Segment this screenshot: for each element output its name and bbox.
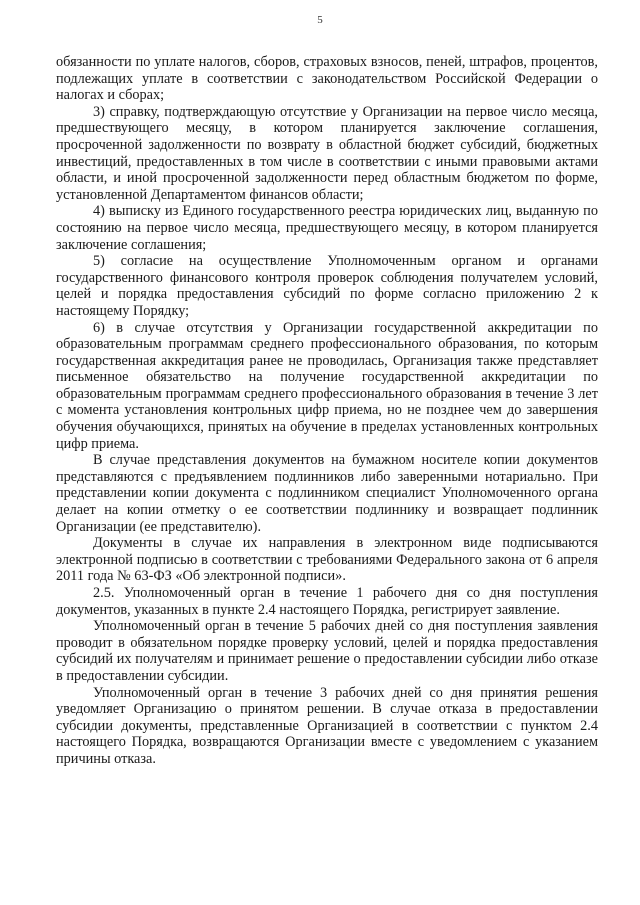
paragraph-item-3: 3) справку, подтверждающую отсутствие у Организации на первое число месяца, предшествующего месяцу, в котором планируется заключение соглашения, просроченной задолженности по возврату в областной бюджет субсидий, бюджетных инвестиций, предоставленных в том числе в соответствии с иными правовыми актами области, и иной просроченной задолженности перед областным бюджетом по форме, установленной Департаментом финансов области; [56,103,598,203]
paragraph-verification: Уполномоченный орган в течение 5 рабочих дней со дня поступления заявления проводит в обязательном порядке проверку условий, целей и порядка предоставления субсидий их получателям и принимает решение о предоставлении субсидии либо отказе в предоставлении субсидии. [56,618,598,684]
paragraph-continuation: обязанности по уплате налогов, сборов, страховых взносов, пеней, штрафов, процентов, подлежащих уплате в соответствии с законодательством Российской Федерации о налогах и сборах; [56,54,598,104]
paragraph-2-5: 2.5. Уполномоченный орган в течение 1 рабочего дня со дня поступления документов, указанных в пункте 2.4 настоящего Порядка, регистрирует заявление. [56,585,598,618]
page-number: 5 [317,14,323,26]
paragraph-item-6: 6) в случае отсутствия у Организации государственной аккредитации по образовательным программам среднего профессионального образования, по которым государственная аккредитация ранее не проводилась, Организация также представляет письменное обязательство на получение государственной аккредитации по образовательным программам среднего профессионального образования в течение 3 лет с момента установления контрольных цифр приема, но не позднее чем до завершения обучения обучающихся, принятых на обучение в пределах установленных контрольных цифр приема. [56,319,598,452]
document-body [56,54,598,768]
paragraph-item-5: 5) согласие на осуществление Уполномоченным органом и органами государственного финансового контроля проверок соблюдения получателем условий, целей и порядка предоставления субсидий по форме согласно приложению 2 к настоящему Порядку; [56,253,598,319]
paragraph-notification: Уполномоченный орган в течение 3 рабочих дней со дня принятия решения уведомляет Организацию о принятом решении. В случае отказа в предоставлении субсидии документы, представленные Организацией в соответствии с пунктом 2.4 настоящего Порядка, возвращаются Организации вместе с уведомлением с указанием причины отказа. [56,684,598,767]
paragraph-paper-copies: В случае представления документов на бумажном носителе копии документов представляются с предъявлением подлинников либо заверенными нотариально. При представлении копии документа с подлинником специалист Уполномоченного органа делает на копии отметку о ее соответствии подлиннику и возвращает подлинник Организации (ее представителю). [56,452,598,535]
paragraph-electronic-signature: Документы в случае их направления в электронном виде подписываются электронной подписью в соответствии с требованиями Федерального закона от 6 апреля 2011 года № 63-ФЗ «Об электронной подписи». [56,535,598,585]
paragraph-item-4: 4) выписку из Единого государственного реестра юридических лиц, выданную по состоянию на первое число месяца, предшествующего месяцу, в котором планируется заключение соглашения; [56,203,598,253]
